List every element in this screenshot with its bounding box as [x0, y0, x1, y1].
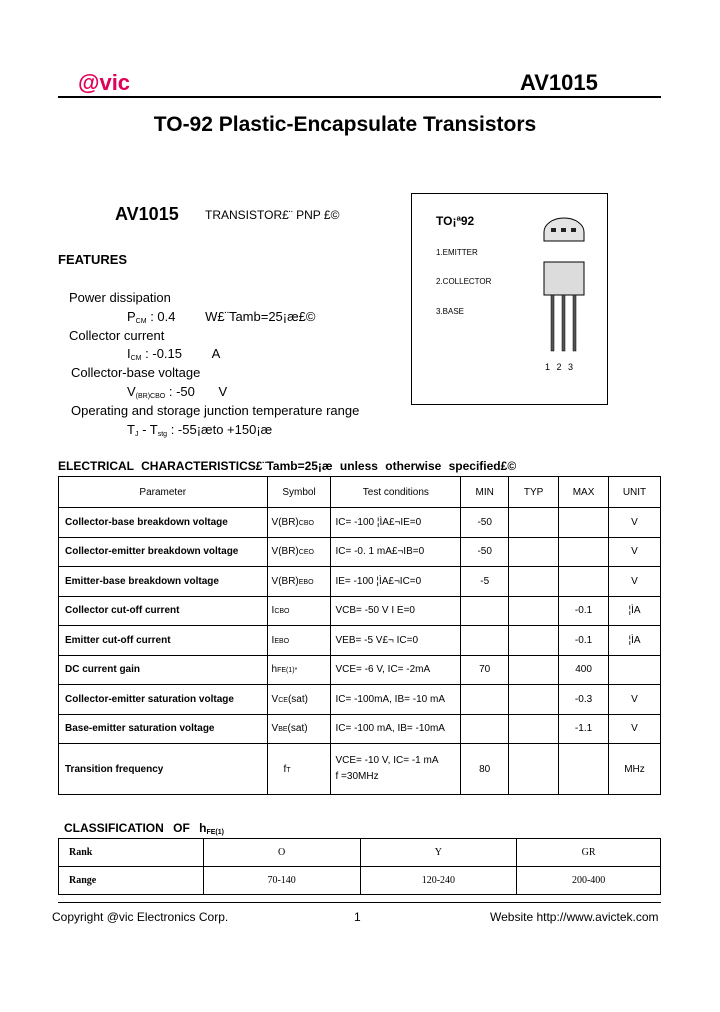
product-description: TRANSISTOR£¨ PNP £© — [205, 208, 340, 222]
tstg-dash: - T — [142, 422, 158, 437]
vcbo-symbol: V — [127, 384, 136, 399]
pcm-symbol: P — [127, 309, 136, 324]
header-rule — [58, 96, 661, 98]
row-cond-b: C= -100mA, I — [338, 693, 398, 705]
vcbo-label: Collector-base voltage — [71, 365, 201, 380]
icm-unit: A — [211, 346, 221, 361]
row-symbol-main: V(BR) — [271, 575, 299, 587]
row-max — [559, 567, 609, 597]
pin-2-label: 2.COLLECTOR — [436, 277, 492, 286]
row-symbol-main: I — [271, 634, 275, 646]
pin-1-label: 1.EMITTER — [436, 248, 478, 257]
row-unit: V — [609, 567, 661, 597]
row-cond-a: I — [335, 575, 339, 587]
vcbo-value: : -50 — [168, 384, 195, 399]
row-cond-a: V — [335, 605, 343, 617]
row-min — [461, 714, 509, 744]
table-row — [59, 508, 661, 538]
pcm-value: : 0.4 — [150, 309, 176, 324]
row-min: -5 — [461, 567, 509, 597]
pin-3-label: 3.BASE — [436, 307, 465, 316]
row-symbol-main: I — [271, 605, 275, 617]
row-symbol-sub: BE — [278, 726, 288, 734]
temp-label: Operating and storage junction temperature range — [71, 403, 360, 418]
row-min: 70 — [461, 655, 509, 685]
electrical-table — [58, 476, 661, 795]
row-unit — [609, 655, 661, 685]
row-symbol-main: V — [271, 723, 279, 735]
row-symbol-sub: CBO — [298, 519, 314, 527]
row-unit: V — [609, 714, 661, 744]
row-conditions — [331, 596, 461, 626]
row-min: -50 — [461, 508, 509, 538]
row-cond-a: I — [335, 693, 339, 705]
vcbo-spec — [127, 384, 227, 400]
row-typ — [509, 508, 559, 538]
transition-max — [559, 744, 609, 795]
transition-typ — [509, 744, 559, 795]
table-header-row — [59, 477, 661, 508]
row-symbol-tail: (sat) — [287, 693, 308, 705]
row-symbol-sub: CEO — [298, 549, 314, 557]
row-conditions — [331, 508, 461, 538]
pin-numbers: 1 2 3 — [545, 362, 576, 372]
row-cond-a: V — [335, 664, 343, 676]
table-row — [59, 655, 661, 685]
row-cond-b: E= -100 ¦ÌA£¬I — [338, 575, 403, 587]
row-typ — [509, 537, 559, 567]
transition-sym-sub: T — [286, 766, 291, 774]
pcm-sub: CM — [135, 318, 147, 325]
row-min — [461, 596, 509, 626]
rank-row — [59, 839, 661, 867]
row-conditions — [331, 567, 461, 597]
table-row-transition — [59, 744, 661, 795]
row-symbol — [267, 596, 331, 626]
row-max — [559, 508, 609, 538]
row-parameter: Collector-base breakdown voltage — [59, 508, 268, 538]
row-symbol-main: V — [271, 693, 279, 705]
row-conditions — [331, 537, 461, 567]
footer-copyright: Copyright @vic Electronics Corp. — [52, 910, 229, 924]
package-box — [411, 193, 608, 405]
transition-sym: f — [283, 763, 287, 775]
icm-symbol: I — [127, 346, 131, 361]
transition-cond-b: CE= -10 V, I — [342, 755, 396, 766]
transition-param: Transition frequency — [59, 744, 268, 795]
table-row — [59, 685, 661, 715]
row-symbol-main: V(BR) — [271, 516, 299, 528]
tstg-sub: stg — [157, 431, 168, 438]
row-typ — [509, 714, 559, 744]
range-row — [59, 867, 661, 895]
row-symbol-sub: EBO — [298, 578, 314, 586]
row-parameter: DC current gain — [59, 655, 268, 685]
header-max: MAX — [559, 477, 609, 508]
footer-page-number: 1 — [354, 910, 361, 924]
vcbo-unit: V — [218, 384, 228, 399]
temp-value: : -55¡æto +150¡æ — [170, 422, 273, 437]
row-cond-c: B= -10 mA — [397, 693, 445, 705]
row-symbol-sub: FE(1)* — [277, 667, 298, 675]
table-row — [59, 714, 661, 744]
pcm-spec — [127, 309, 315, 325]
rank-o: O — [203, 839, 360, 867]
row-conditions — [331, 714, 461, 744]
row-max: 400 — [559, 655, 609, 685]
table-row — [59, 626, 661, 656]
row-min: -50 — [461, 537, 509, 567]
transition-conditions — [331, 744, 461, 795]
header-part-number: AV1015 — [520, 70, 598, 95]
row-cond-c: C=0 — [399, 634, 419, 646]
row-cond-c: I E=0 — [388, 605, 415, 617]
row-cond-b: C= -100 mA, I — [338, 723, 401, 735]
features-heading: FEATURES — [58, 252, 128, 267]
range-label: Range — [59, 867, 204, 895]
header-parameter: Parameter — [59, 477, 268, 508]
row-max: -1.1 — [559, 714, 609, 744]
row-unit: V — [609, 685, 661, 715]
icm-spec — [127, 346, 220, 362]
row-symbol-sub: CE — [278, 696, 288, 704]
row-symbol — [267, 567, 331, 597]
row-cond-b: EB= -5 V£¬ I — [342, 634, 400, 646]
row-unit: ¦ÌA — [609, 626, 661, 656]
row-typ — [509, 626, 559, 656]
row-cond-b: CE= -6 V, I — [342, 664, 391, 676]
row-symbol — [267, 508, 331, 538]
row-cond-c: B= -10mA — [400, 723, 445, 735]
row-cond-a: I — [335, 516, 339, 528]
row-symbol-sub: CBO — [274, 608, 290, 616]
vcbo-sub: (BR)CBO — [135, 393, 166, 400]
range-gr: 200-400 — [517, 867, 661, 895]
ic-label: Collector current — [69, 328, 165, 343]
row-cond-c: C= -2mA — [390, 664, 431, 676]
icm-sub: CM — [130, 355, 142, 362]
tj-symbol: T — [127, 422, 135, 437]
row-symbol-sub: EBO — [274, 637, 290, 645]
row-symbol — [267, 537, 331, 567]
tj-sub: J — [134, 431, 139, 438]
transition-unit: MHz — [609, 744, 661, 795]
header-unit: UNIT — [609, 477, 661, 508]
table-row — [59, 567, 661, 597]
rank-label: Rank — [59, 839, 204, 867]
row-symbol-tail: (sat) — [287, 723, 308, 735]
header-min: MIN — [461, 477, 509, 508]
header-typ: TYP — [509, 477, 559, 508]
transition-cond-a: V — [335, 755, 343, 766]
row-cond-a: I — [335, 546, 339, 558]
row-max — [559, 537, 609, 567]
row-symbol-main: V(BR) — [271, 546, 299, 558]
row-symbol — [267, 685, 331, 715]
icm-value: : -0.15 — [145, 346, 182, 361]
row-unit: V — [609, 508, 661, 538]
row-parameter: Base-emitter saturation voltage — [59, 714, 268, 744]
row-cond-c: B=0 — [406, 546, 425, 558]
classification-title-text: CLASSIFICATION OF h — [64, 821, 207, 835]
brand-logo: @vic — [78, 70, 131, 95]
row-cond-b: C= -0. 1 mA£¬I — [338, 546, 407, 558]
header-symbol: Symbol — [267, 477, 331, 508]
rank-y: Y — [360, 839, 517, 867]
row-min — [461, 626, 509, 656]
transition-cond-line2-unit: MHz — [358, 771, 379, 782]
classification-title-sub: FE(1) — [206, 829, 224, 836]
package-title: TO¡ª92 — [436, 214, 475, 228]
row-typ — [509, 596, 559, 626]
row-unit: ¦ÌA — [609, 596, 661, 626]
row-cond-b: C= -100 ¦ÌA£¬I — [338, 516, 404, 528]
row-conditions — [331, 626, 461, 656]
power-label: Power dissipation — [69, 290, 171, 305]
row-max: -0.3 — [559, 685, 609, 715]
product-part-number: AV1015 — [115, 204, 179, 224]
table-row — [59, 537, 661, 567]
classification-title — [64, 821, 224, 836]
row-cond-a: I — [335, 723, 339, 735]
row-unit: V — [609, 537, 661, 567]
row-cond-a: V — [335, 634, 343, 646]
row-cond-c: E=0 — [403, 516, 422, 528]
header-conditions: Test conditions — [331, 477, 461, 508]
pcm-unit: W£¨Tamb=25¡æ£© — [205, 309, 316, 324]
row-parameter: Emitter-base breakdown voltage — [59, 567, 268, 597]
range-o: 70-140 — [203, 867, 360, 895]
row-symbol-main: h — [271, 664, 278, 676]
row-parameter: Collector cut-off current — [59, 596, 268, 626]
row-typ — [509, 685, 559, 715]
footer-rule — [58, 902, 661, 903]
transition-min: 80 — [461, 744, 509, 795]
temp-spec — [127, 422, 272, 438]
row-cond-c: C=0 — [402, 575, 422, 587]
row-symbol — [267, 626, 331, 656]
row-parameter: Collector-emitter saturation voltage — [59, 685, 268, 715]
table-row — [59, 596, 661, 626]
electrical-title: ELECTRICAL CHARACTERISTICS£¨Tamb=25¡æ unless otherwise specified£© — [58, 459, 517, 473]
row-conditions — [331, 685, 461, 715]
transition-cond-c: C= -1 mA — [395, 755, 439, 766]
transition-cond-line2: f =30 — [335, 771, 359, 782]
row-typ — [509, 655, 559, 685]
row-max: -0.1 — [559, 596, 609, 626]
to92-package-drawing — [534, 214, 594, 359]
row-conditions — [331, 655, 461, 685]
row-max: -0.1 — [559, 626, 609, 656]
row-parameter: Collector-emitter breakdown voltage — [59, 537, 268, 567]
rank-gr: GR — [517, 839, 661, 867]
page-title: TO-92 Plastic-Encapsulate Transistors — [153, 113, 537, 136]
row-cond-b: CB= -50 V — [342, 605, 389, 617]
row-symbol — [267, 714, 331, 744]
row-min — [461, 685, 509, 715]
footer-website[interactable]: Website http://www.avictek.com — [490, 910, 659, 924]
range-y: 120-240 — [360, 867, 517, 895]
transition-symbol — [267, 744, 331, 795]
row-typ — [509, 567, 559, 597]
row-symbol — [267, 655, 331, 685]
classification-table — [58, 838, 661, 895]
row-parameter: Emitter cut-off current — [59, 626, 268, 656]
